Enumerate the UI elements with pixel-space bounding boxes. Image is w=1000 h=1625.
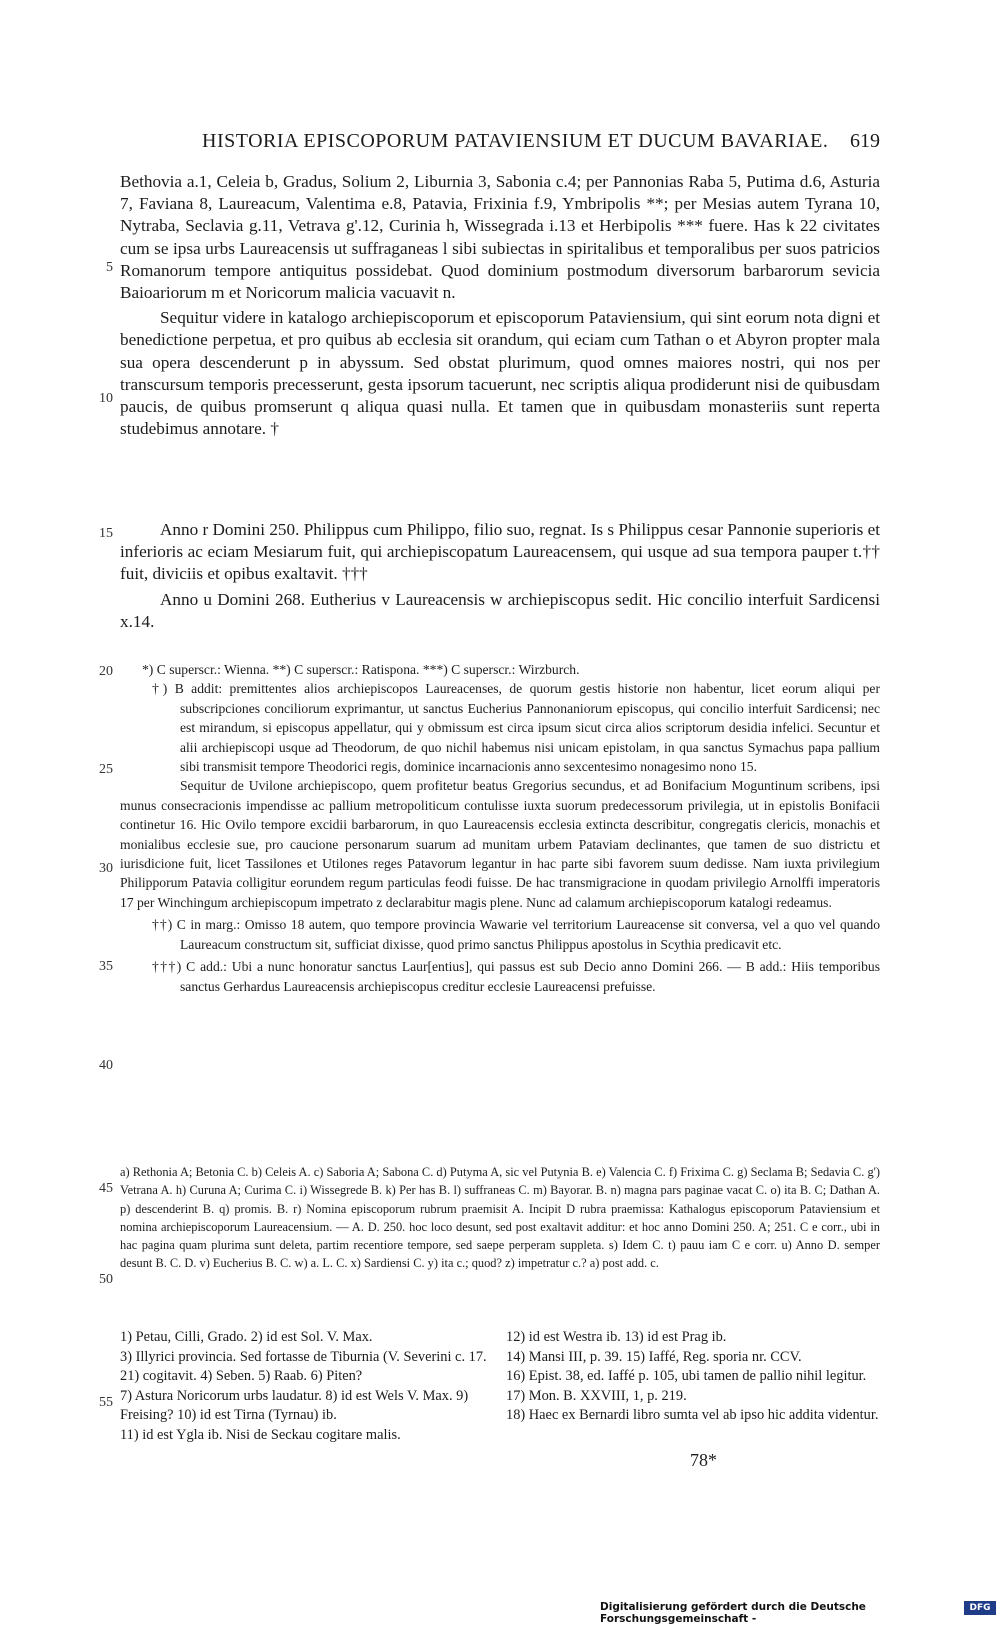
line-number: 25 <box>99 762 113 777</box>
footnote-dagger-2: ††) C in marg.: Omisso 18 autem, quo tempore provincia Wawarie vel territorium Laureacense sit conversa, vel a quo vel quando Laureacum constructum sit, sufficiat dixisse, quod primo sanctus Philippus apostolus in Scythia predicavit etc. <box>152 917 880 952</box>
line-number: 50 <box>99 1272 113 1287</box>
annal-entry: Anno r Domini 250. Philippus cum Philippo, filio suo, regnat. Is s Philippus cesar Pannonie superioris et inferioris ac eciam Mesiarum fuit, qui archiepiscopatum Laureacensem, qui usque ad sua tempora pauper t.†† fuit, diviciis et opibus exaltavit. ††† <box>120 520 880 584</box>
running-title: HISTORIA EPISCOPORUM PATAVIENSIUM ET DUCUM BAVARIAE. <box>202 130 829 152</box>
line-number: 35 <box>99 959 113 974</box>
source-note: 1) Petau, Cilli, Grado. 2) id est Sol. V. Max. <box>120 1329 373 1345</box>
footnotes <box>120 660 880 996</box>
footnote-dagger-3: †††) C add.: Ubi a nunc honoratur sanctus Laur[entius], qui passus est sub Decio anno Domini 266. — B add.: Hiis temporibus sanctus Gerhardus Laureacensis archiepiscopus creditur ecclesie Laureacensi prefuisse. <box>152 959 880 994</box>
source-note: 7) Astura Noricorum urbs laudatur. 8) id est Wels V. Max. 9) Freising? 10) id est Tirna (Tyrnau) ib. <box>120 1387 469 1424</box>
line-number: 5 <box>106 260 113 275</box>
source-note: 16) Epist. 38, ed. Iaffé p. 105, ubi tamen de pallio nihil legitur. 17) Mon. B. XXVIII, 1, p. 219. <box>506 1368 867 1404</box>
footnote-dagger-1-continued: Sequitur de Uvilone archiepiscopo, quem profitetur beatus Gregorius secundus, et ad Bonifacium Moguntinum scribens, ipsi munus consecracionis impendisse ac pallium metropoliticum contulisse iuxta suorum predecessorum privilegia, ut in epistolis Bonifacii continetur 16. Hic Ovilo tempore excidii barbarorum, in quo Laureacensis ecclesia extincta describitur, congregatis clericis, monachis et monialibus ecclesie sue, pro caucione personarum suarum ad munitam urbem Pataviam declinantes, que tamen de suo districtu et iurisdicione fuit, licet Tassilones et Utilones reges Patavorum legantur in hac parte sibi favorem suum dedisse. Nam iuxta privilegium Philipporum Patavia colligitur eorundem regum particulas feodi fuisse. De hac transmigracione in quodam privilegio Arnolffi imperatoris 17 per Winchingum archiepiscopum impetrato z declarabitur magis plene. Nunc ad calamum archiepiscoporum katalogi redeamus. <box>120 778 880 910</box>
source-note: 18) Haec ex Bernardi libro sumta vel ab ipso hic addita videntur. <box>506 1407 879 1424</box>
digitization-footer <box>600 1599 1000 1625</box>
footnote-dagger-1: †) B addit: premittentes alios archiepiscopos Laureacenses, de quorum gestis historie non habentur, licet eorum aliqui per subscripciones conciliorum exprimantur, ut sanctus Eucherius Pannonaniorum episcopus, qui concilio interfuit Sardicensi; nec est mirandum, si episcopus appellatur, qui y obmissum est circa ipsum sicut circa alios scriptorum desidia infelici. Secuntur et alii archiepiscopi usque ad Theodorum, de quo nichil habemus nisi unicam epistolam, in qua sanctus Symachus papa pallium sibi transmisit tempore Theodorici regis, dominice incarnacionis anno sexcentesimo nonagesimo nono 15. <box>152 681 880 775</box>
line-number: 45 <box>99 1181 113 1196</box>
sheet-signature: 78* <box>690 1450 717 1470</box>
line-number: 10 <box>99 391 113 406</box>
source-note: 3) Illyrici provincia. Sed fortasse de Tiburnia (V. Severini c. 17. 21) cogitavit. 4) Seben. 5) Raab. 6) Piten? <box>120 1348 487 1385</box>
main-text-intro <box>120 171 880 440</box>
running-header <box>120 130 880 158</box>
main-text-annals <box>120 519 880 633</box>
main-paragraph: Bethovia a.1, Celeia b, Gradus, Solium 2, Liburnia 3, Sabonia c.4; per Pannonias Raba 5, Putima d.6, Asturia 7, Faviana 8, Laureacum, Valentima e.8, Patavia, Frixinia f.9, Ymbripolis **; per Mesias autem Tyrana 10, Nytraba, Seclavia g.11, Vetrava g'.12, Curinia h, Wissegrada i.13 et Herbipolis *** fuere. Has k 22 civitates cum se ipsa urbs Laureacensis ut suffraganeas l sibi subiectas in spiritalibus et temporalibus per suos patricios Romanorum tempore antiquitus possidebat. Quod dominium postmodum diversorum barbarorum sevicia Baioariorum m et Noricorum malicia vacuavit n. <box>120 172 880 303</box>
line-number: 40 <box>99 1058 113 1073</box>
main-paragraph: Sequitur videre in katalogo archiepiscoporum et episcoporum Pataviensium, qui sint eorum nota digni et benedictione perpetua, et pro quibus ab ecclesia sit orandum, qui eciam cum Tathan o et Abyron propter mala sua opera descenderunt p in abyssum. Sed obstat plurimum, quod omnes maiores nostri, qui nos per transcursum temporis precesserunt, gesta ipsorum tacuerunt, nec scriptis aliqua prodiderunt nisi de quibusdam paucis, de quibus promserunt q aliqua quasi nulla. Et tamen que in quibusdam monasteriis sunt reperta studebimus annotare. † <box>120 308 880 439</box>
line-number: 15 <box>99 526 113 541</box>
source-notes-right-column <box>506 1328 880 1426</box>
line-number: 30 <box>99 861 113 876</box>
variant-apparatus <box>120 1163 880 1273</box>
dfg-logo: DFG <box>964 1601 996 1615</box>
source-note: 12) id est Westra ib. 13) id est Prag ib. <box>506 1329 727 1345</box>
line-number: 55 <box>99 1395 113 1410</box>
page-number: 619 <box>850 130 880 152</box>
footnote-glosses: *) C superscr.: Wienna. **) C superscr.: Ratispona. ***) C superscr.: Wirzburch. <box>142 662 580 677</box>
annal-entry: Anno u Domini 268. Eutherius v Laureacensis w archiepiscopus sedit. Hic concilio interfuit Sardicensi x.14. <box>120 589 880 631</box>
source-note: 14) Mansi III, p. 39. 15) Iaffé, Reg. sporia nr. CCV. <box>506 1348 802 1365</box>
source-note: 11) id est Ygla ib. Nisi de Seckau cogitare malis. <box>120 1426 401 1443</box>
variant-readings: a) Rethonia A; Betonia C. b) Celeis A. c) Saboria A; Sabona C. d) Putyma A, sic vel Putynia B. e) Valencia C. f) Frixima C. g) Seclama B; Sedavia C. g') Vetrana A. h) Curuna A; Curima C. i) Wissegrede B. k) Per has B. l) suffraneas C. m) Bayorar. B. n) magna pars paginae vacat C. o) ita B. C; Dathan A. p) descenderint B. q) promis. B. r) Nomina episcoporum rubrum praemisit A. Incipit D rubra praemissa: Kathalogus episcoporum Pataviensium et nomina archiepiscoporum Laureacensium. — A. D. 250. hoc loco desunt, sed post exaltavit additur: et hoc anno Domini 250. A; 251. C e corr., ubi in hac pagina quam plurima sunt deleta, partim recentiore tempore, sed saepe perperam suppleta. s) Idem C. t) pauu iam C e corr. u) Anno D. semper desunt B. C. D. v) Eucherius B. C. w) a. L. C. x) Sardiensi C. y) ita c.; quod? z) impetratur c.? a) post add. c. <box>120 1165 880 1271</box>
source-notes-left-column <box>120 1328 490 1446</box>
line-number: 20 <box>99 664 113 679</box>
funding-credit: Digitalisierung gefördert durch die Deutsche Forschungsgemeinschaft - <box>600 1601 866 1625</box>
